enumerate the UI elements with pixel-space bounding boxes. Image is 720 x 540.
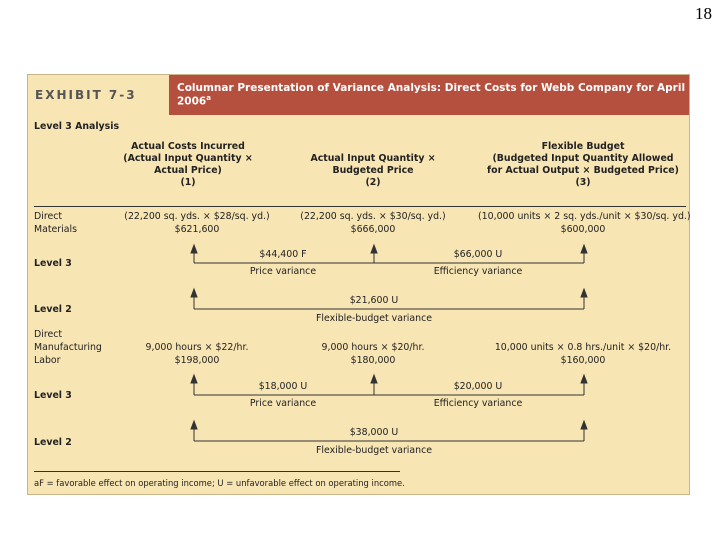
labor-col3-value: $160,000 [560, 355, 606, 366]
col1-header-line2: (Actual Input Quantity × [123, 153, 253, 164]
col2-header-line3: Budgeted Price [332, 165, 414, 176]
materials-col1-value: $621,600 [174, 224, 220, 235]
materials-efficiency-variance-label: Efficiency variance [433, 266, 523, 277]
labor-flex-variance-label: Flexible-budget variance [315, 445, 433, 456]
col3-header-num: (3) [575, 177, 591, 188]
materials-flex-variance-label: Flexible-budget variance [315, 313, 433, 324]
col1-header-line3: Actual Price) [154, 165, 222, 176]
materials-l3-arrowhead-2 [371, 245, 377, 253]
exhibit-title: Columnar Presentation of Variance Analysis: Direct Costs for Webb Company for April 2006$^a$ [177, 82, 686, 108]
materials-col2-formula: (22,200 sq. yds. × $30/sq. yd.) [300, 211, 446, 222]
labor-price-variance-value: $18,000 U [258, 381, 308, 392]
materials-efficiency-variance-value: $66,000 U [453, 249, 503, 260]
col2-header-line2: Actual Input Quantity × [310, 153, 436, 164]
materials-level3-label: Level 3 [34, 258, 72, 269]
labor-label-3: Labor [34, 355, 61, 366]
col1-header-line1: Actual Costs Incurred [131, 141, 245, 152]
labor-efficiency-variance-label: Efficiency variance [433, 398, 523, 409]
materials-label-1: Direct [34, 211, 63, 222]
section-label: Level 3 Analysis [34, 121, 120, 132]
labor-col2-value: $180,000 [350, 355, 396, 366]
materials-col3-value: $600,000 [560, 224, 606, 235]
exhibit-label: EXHIBIT 7-3 [35, 88, 137, 102]
materials-col2-value: $666,000 [350, 224, 396, 235]
col1-header-num: (1) [180, 177, 196, 188]
labor-level3-label: Level 3 [34, 390, 72, 401]
slide-number: 18 [695, 4, 712, 23]
materials-l2-arrowhead-1 [191, 289, 197, 297]
labor-level2-label: Level 2 [34, 437, 72, 448]
materials-l3-arrowhead-1 [191, 245, 197, 253]
materials-col1-formula: (22,200 sq. yds. × $28/sq. yd.) [124, 211, 270, 222]
materials-l2-arrowhead-2 [581, 289, 587, 297]
labor-l3-arrowhead-2 [371, 375, 377, 383]
labor-l3-arrowhead-3 [581, 375, 587, 383]
exhibit-panel [27, 74, 690, 495]
labor-flex-variance-value: $38,000 U [349, 427, 399, 438]
materials-level2-label: Level 2 [34, 304, 72, 315]
footnote: aF = favorable effect on operating income; U = unfavorable effect on operating income. [34, 478, 405, 488]
materials-label-2: Materials [34, 224, 77, 235]
col3-header-line1: Flexible Budget [541, 141, 625, 152]
labor-col3-formula: 10,000 units × 0.8 hrs./unit × $20/hr. [494, 342, 672, 353]
col2-header-num: (2) [365, 177, 381, 188]
col3-header-line2: (Budgeted Input Quantity Allowed [492, 153, 674, 164]
labor-label-2: Manufacturing [34, 342, 102, 353]
labor-l3-arrowhead-1 [191, 375, 197, 383]
labor-efficiency-variance-value: $20,000 U [453, 381, 503, 392]
labor-col1-value: $198,000 [174, 355, 220, 366]
labor-col1-formula: 9,000 hours × $22/hr. [145, 342, 249, 353]
materials-l3-arrowhead-3 [581, 245, 587, 253]
labor-l2-arrowhead-1 [191, 421, 197, 429]
labor-label-1: Direct [34, 329, 63, 340]
col3-header-line3: for Actual Output × Budgeted Price) [487, 165, 679, 176]
labor-price-variance-label: Price variance [249, 398, 317, 409]
materials-col3-formula: (10,000 units × 2 sq. yds./unit × $30/sq. yd.) [478, 211, 691, 222]
title-superscript: a [206, 94, 211, 103]
labor-col2-formula: 9,000 hours × $20/hr. [321, 342, 425, 353]
materials-price-variance-value: $44,400 F [259, 249, 307, 260]
footnote-rule [34, 471, 400, 472]
materials-price-variance-label: Price variance [249, 266, 317, 277]
labor-l2-arrowhead-2 [581, 421, 587, 429]
materials-flex-variance-value: $21,600 U [349, 295, 399, 306]
